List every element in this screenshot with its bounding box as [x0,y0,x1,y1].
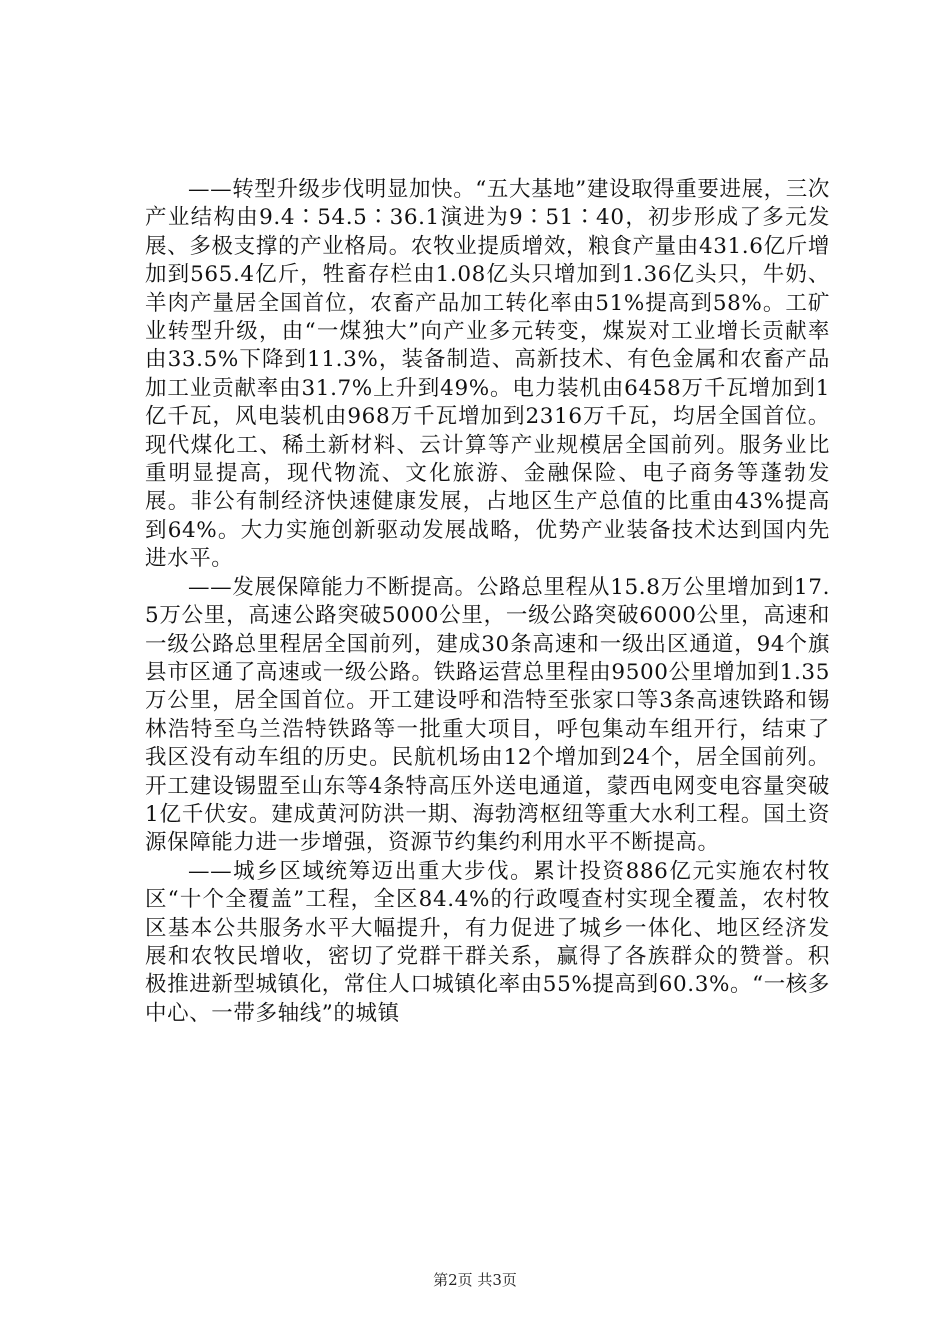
paragraph-industrial-upgrade: ——转型升级步伐明显加快。“五大基地”建设取得重要进展，三次产业结构由9.4∶54.5∶36.1演进为9∶51∶40，初步形成了多元发展、多极支撑的产业格局。农牧业提质增效，粮食产量由431.6亿斤增加到565.4亿斤，牲畜存栏由1.08亿头只增加到1.36亿头只，牛奶、羊肉产量居全国首位，农畜产品加工转化率由51%提高到58%。工矿业转型升级，由“一煤独大”向产业多元转变，煤炭对工业增长贡献率由33.5%下降到11.3%，装备制造、高新技术、有色金属和农畜产品加工业贡献率由31.7%上升到49%。电力装机由6458万千瓦增加到1亿千瓦，风电装机由968万千瓦增加到2316万千瓦，均居全国首位。现代煤化工、稀土新材料、云计算等产业规模居全国前列。服务业比重明显提高，现代物流、文化旅游、金融保险、电子商务等蓬勃发展。非公有制经济快速健康发展，占地区生产总值的比重由43%提高到64%。大力实施创新驱动发展战略，优势产业装备技术达到国内先进水平。 [145,177,830,572]
paragraph-infrastructure: ——发展保障能力不断提高。公路总里程从15.8万公里增加到17.5万公里，高速公路突破5000公里，一级公路突破6000公里，高速和一级公路总里程居全国前列，建成30条高速和一级出区通道，94个旗县市区通了高速或一级公路。铁路运营总里程由9500公里增加到1.35万公里，居全国首位。开工建设呼和浩特至张家口等3条高速铁路和锡林浩特至乌兰浩特铁路等一批重大项目，呼包集动车组开行，结束了我区没有动车组的历史。民航机场由12个增加到24个，居全国前列。开工建设锡盟至山东等4条特高压外送电通道，蒙西电网变电容量突破1亿千伏安。建成黄河防洪一期、海勃湾枢纽等重大水利工程。国土资源保障能力进一步增强，资源节约集约利用水平不断提高。 [145,574,830,856]
paragraph-urban-rural: ——城乡区域统筹迈出重大步伐。累计投资886亿元实施农村牧区“十个全覆盖”工程，全区84.4%的行政嘎查村实现全覆盖，农村牧区基本公共服务水平大幅提升，有力促进了城乡一体化、地区经济发展和农牧民增收，密切了党群干群关系，赢得了各族群众的赞誉。积极推进新型城镇化，常住人口城镇化率由55%提高到60.3%。“一核多中心、一带多轴线”的城镇 [145,858,830,1026]
document-body [145,176,830,1028]
page-number-footer: 第2页 共3页 [433,1271,517,1289]
